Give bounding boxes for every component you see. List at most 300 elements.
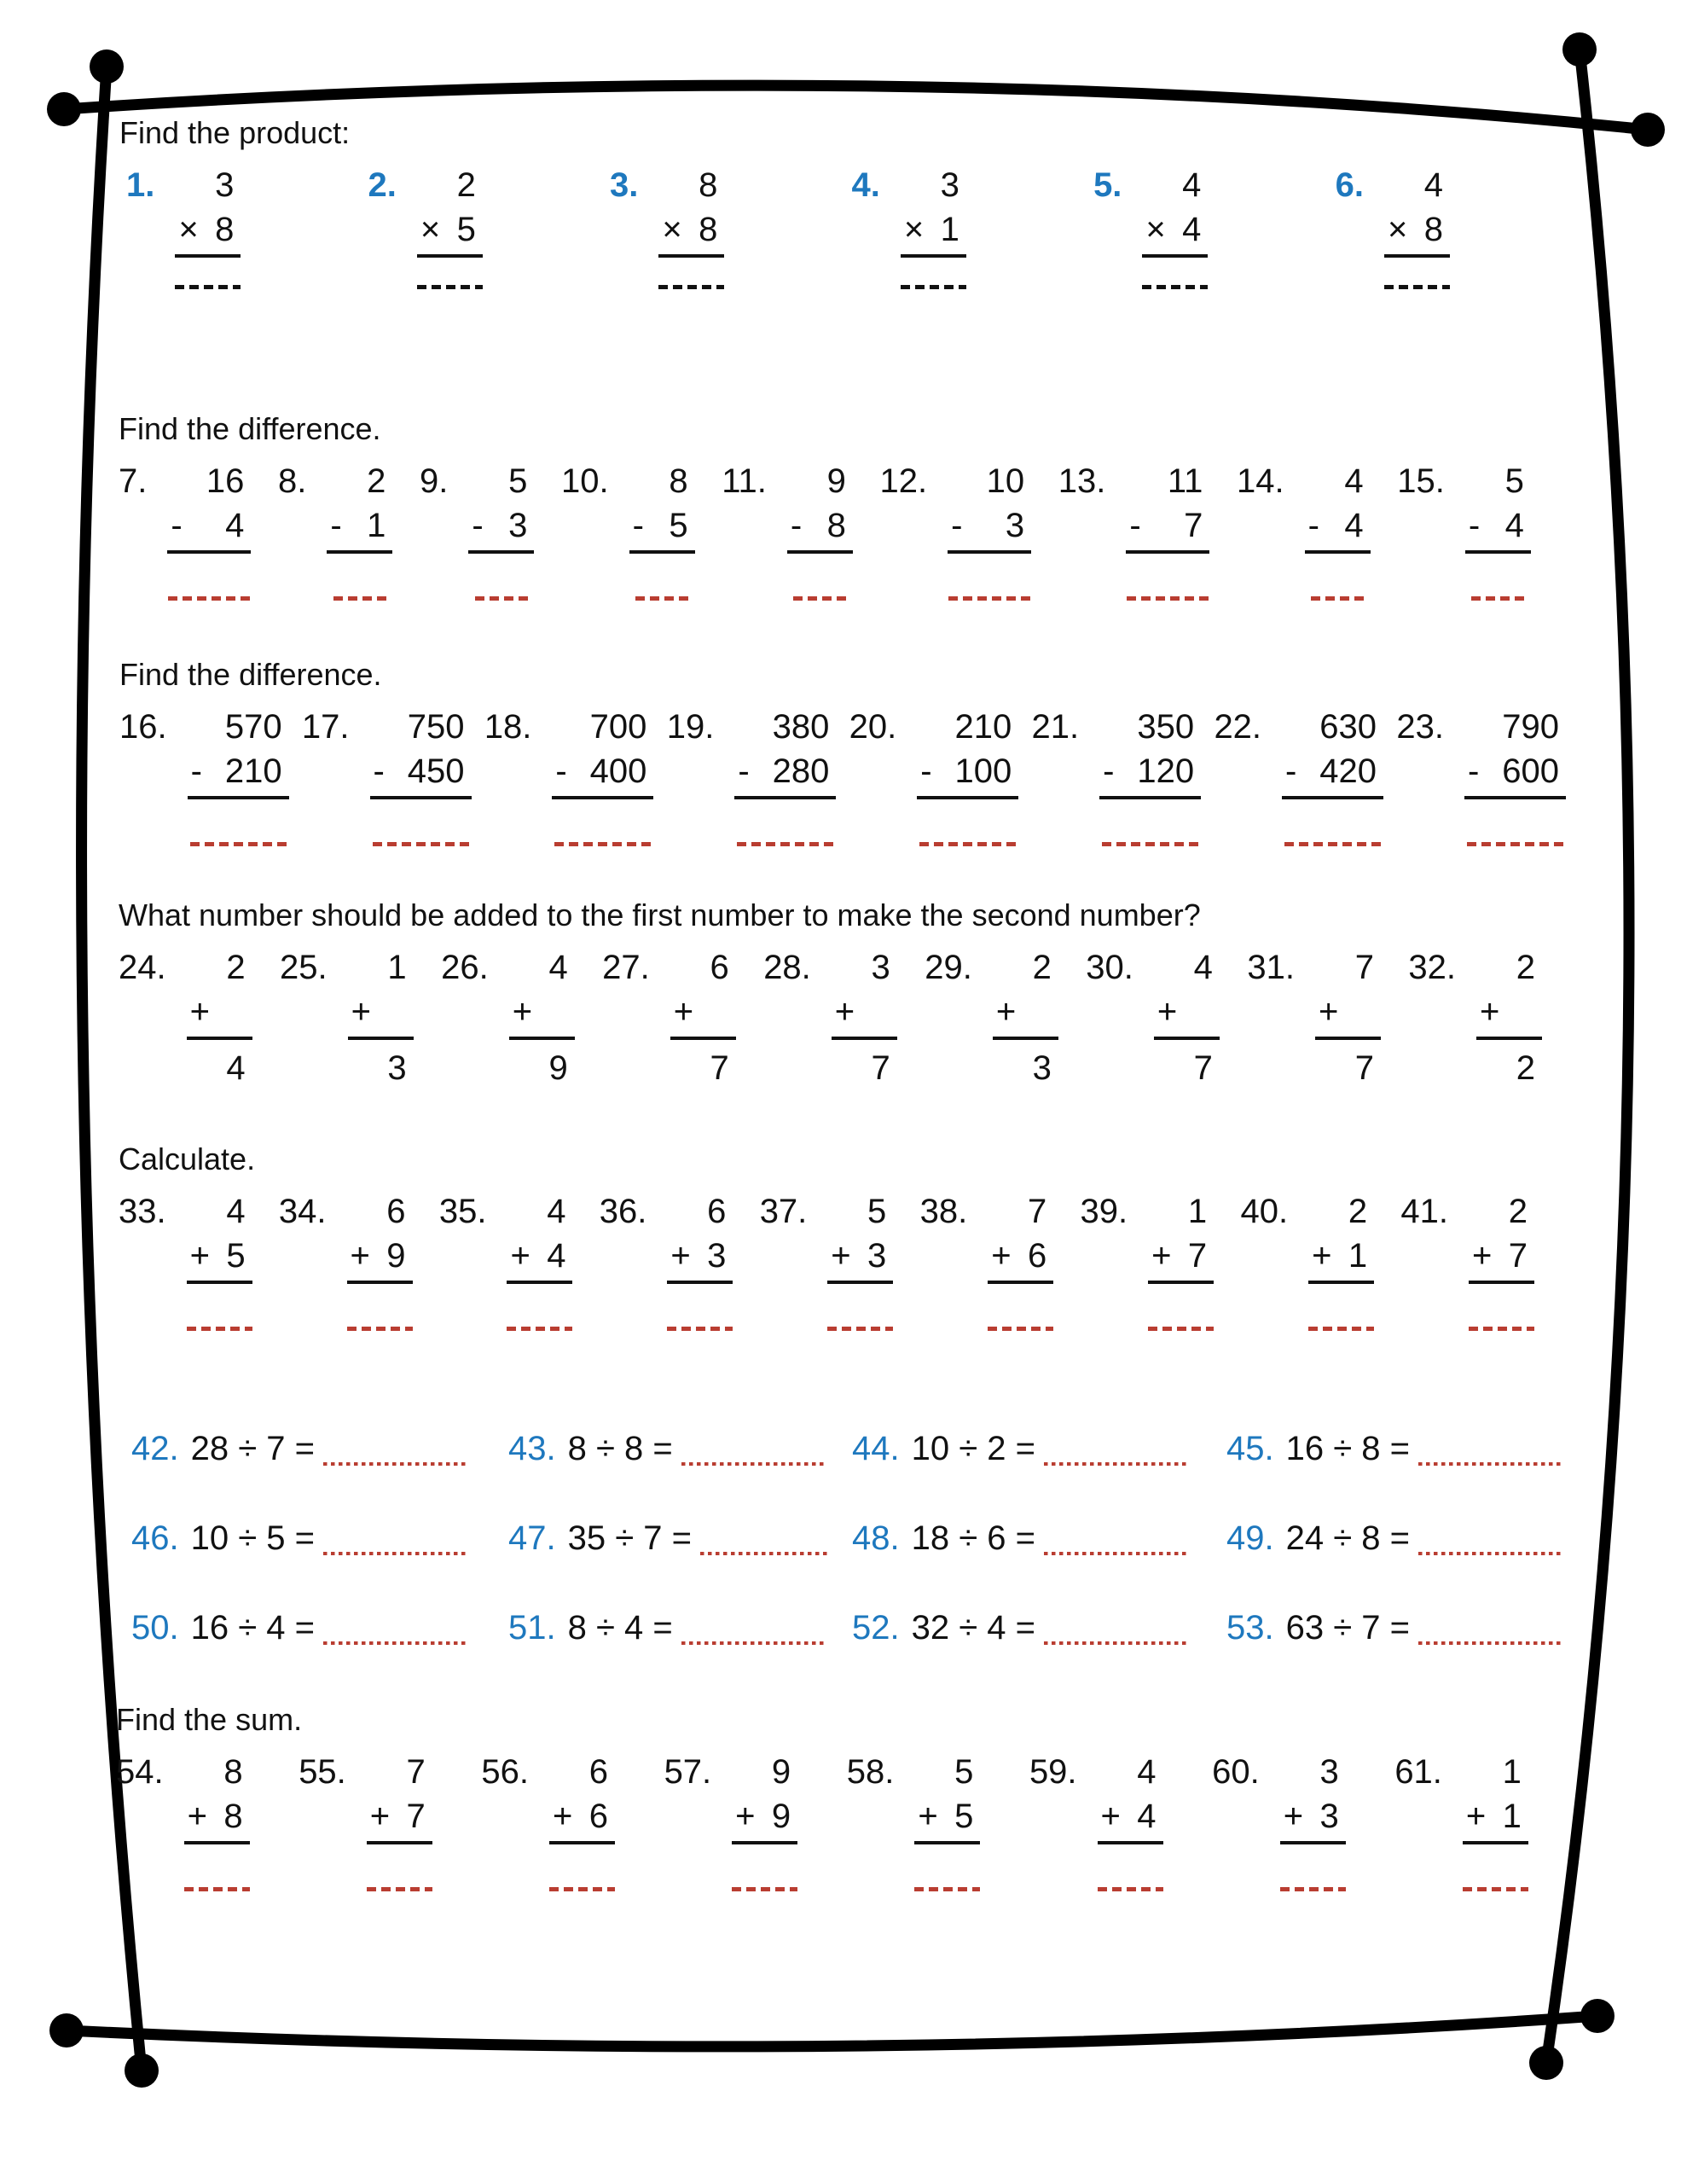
section-title: Find the product: [119,115,351,150]
border-right-line [1546,49,1629,2063]
bottom-operand: 120 [1137,752,1195,790]
answer-line[interactable] [190,842,287,846]
top-operand: 4 [1137,1753,1157,1791]
problem-32 [1408,945,1542,1090]
problem-number: 54. [116,1753,164,1791]
problem-54 [116,1750,250,1891]
answer-line[interactable] [367,1887,432,1891]
operator-row [901,207,966,258]
answer-line[interactable] [175,285,241,289]
top-operand: 4 [1344,462,1364,500]
operator-row [917,749,1018,799]
division-expression: 10 ÷ 2 = [911,1430,1035,1467]
top-operand: 380 [772,708,830,746]
answer-line[interactable] [1102,842,1198,846]
top-operand: 3 [1319,1753,1339,1791]
multiply-sign: × [903,211,925,248]
answer-line[interactable] [1463,1887,1528,1891]
problem-number: 13. [1058,462,1106,500]
top-operand: 1 [387,949,407,986]
answer-line[interactable] [1418,1641,1563,1646]
problem-59 [1029,1750,1163,1891]
bottom-operand: 1 [1348,1237,1368,1275]
operator-row [1098,1794,1163,1844]
bottom-operand: 100 [954,752,1012,790]
answer-line[interactable] [1098,1887,1163,1891]
top-operand: 350 [1137,708,1195,746]
bottom-operand: 600 [1502,752,1559,790]
bottom-operand: 7 [1184,507,1203,544]
operator-row [827,1234,893,1284]
top-operand: 4 [1193,949,1213,986]
bottom-operand: 8 [699,211,718,248]
bottom-operand: 6 [1027,1237,1047,1275]
answer-line[interactable] [475,596,528,601]
operator-row [184,1794,250,1844]
problem-27 [602,945,736,1090]
problem-stack [988,1189,1053,1331]
problem-stack [901,163,966,289]
answer-line[interactable] [1467,842,1563,846]
answer-line[interactable] [1044,1641,1189,1646]
answer-line[interactable] [681,1641,826,1646]
section-title: Find the difference. [119,411,381,446]
minus-sign: - [920,752,932,790]
bottom-operand: 5 [456,211,476,248]
bottom-operand: 6 [588,1798,608,1835]
problem-57 [664,1750,798,1891]
answer-line[interactable] [1044,1552,1189,1556]
target-number: 7 [1354,1049,1374,1087]
answer-line[interactable] [1384,285,1450,289]
problem-stack [827,1189,893,1331]
minus-sign: - [790,507,803,544]
problem-number: 37. [759,1193,808,1230]
operator-row [348,990,414,1040]
problem-stack [367,1750,432,1891]
problem-stack [1098,1750,1163,1891]
problem-20 [849,705,1019,846]
top-operand: 8 [223,1753,243,1791]
problem-stack [914,1750,980,1891]
top-operand: 8 [669,462,688,500]
problem-61 [1394,1750,1528,1891]
problem-7 [119,459,251,601]
border-bottom-line [67,2016,1597,2047]
problem-number: 11. [722,462,767,500]
problem-44 [852,1426,1226,1471]
top-operand: 3 [215,166,235,204]
problem-25 [280,945,414,1090]
operator-row [787,503,853,554]
answer-line[interactable] [658,285,724,289]
problem-stack [667,1189,733,1331]
plus-sign: + [369,1798,391,1835]
top-operand: 2 [1348,1193,1368,1230]
problem-38 [920,1189,1054,1331]
multiply-sign: × [178,211,199,248]
problem-number: 8. [278,462,307,500]
problem-53 [1226,1606,1568,1650]
plus-sign: + [1465,1798,1487,1835]
bottom-operand: 7 [1187,1237,1208,1275]
section-calculate [119,1141,1534,1331]
top-operand: 5 [867,1193,887,1230]
problem-stack [629,459,695,601]
answer-line[interactable] [549,1887,615,1891]
bottom-operand: 210 [224,752,282,790]
answer-line[interactable] [184,1887,250,1891]
answer-line[interactable] [1127,596,1209,601]
operator-row [734,749,836,799]
answer-line[interactable] [1284,842,1381,846]
answer-line[interactable] [737,842,833,846]
operator-row [549,1794,615,1844]
bottom-operand: 5 [226,1237,246,1275]
answer-line[interactable] [1280,1887,1346,1891]
bottom-operand: 3 [1319,1798,1339,1835]
problem-31 [1247,945,1381,1090]
problem-number: 30. [1086,949,1133,986]
answer-line[interactable] [901,285,966,289]
bottom-operand: 9 [386,1237,406,1275]
top-operand: 4 [1182,166,1202,204]
top-operand: 750 [407,708,465,746]
operator-row [167,503,251,554]
problem-stack [1099,705,1201,846]
problem-40 [1240,1189,1374,1331]
bottom-operand: 400 [589,752,647,790]
operator-row [187,1234,252,1284]
top-operand: 7 [1354,949,1374,986]
operator-row [347,1234,413,1284]
problem-stack [509,945,575,1090]
answer-line[interactable] [1418,1462,1563,1467]
problem-number: 36. [599,1193,647,1230]
plus-sign: + [673,993,694,1031]
answer-line[interactable] [554,842,651,846]
plus-sign: + [189,993,210,1031]
answer-line[interactable] [1471,596,1524,601]
problem-43 [508,1426,852,1471]
problem-stack [1469,1189,1534,1331]
problem-number: 20. [849,708,897,746]
problem-stack [732,1750,797,1891]
problem-stack [507,1189,572,1331]
answer-line[interactable] [323,1552,468,1556]
problem-number: 12. [879,462,928,500]
operator-row [988,1234,1053,1284]
problem-number: 50. [131,1609,179,1647]
bottom-operand: 1 [940,211,959,248]
problem-number: 48. [852,1519,900,1557]
minus-sign: - [330,507,342,544]
answer-line[interactable] [507,1327,572,1331]
bottom-operand: 420 [1319,752,1377,790]
answer-line[interactable] [1311,596,1364,601]
problem-number: 55. [299,1753,346,1791]
minus-sign: - [171,507,183,544]
minus-sign: - [1103,752,1115,790]
problem-stack [1142,163,1208,289]
bottom-operand: 9 [771,1798,791,1835]
bottom-operand: 4 [1137,1798,1157,1835]
problem-15 [1397,459,1531,601]
answer-line[interactable] [914,1887,980,1891]
problem-14 [1237,459,1371,601]
problem-number: 23. [1396,708,1444,746]
answer-line[interactable] [323,1462,468,1467]
answer-line[interactable] [667,1327,733,1331]
operator-row [1099,749,1201,799]
section-find-sum [116,1701,1528,1891]
problem-17 [302,705,472,846]
minus-sign: - [1129,507,1141,544]
bottom-operand: 7 [1508,1237,1528,1275]
border-corner-dot [90,49,124,84]
bottom-operand: 1 [1502,1798,1522,1835]
bottom-operand: 3 [707,1237,727,1275]
problem-stack [187,1189,252,1331]
problem-22 [1214,705,1383,846]
problem-number: 4. [851,166,880,204]
problem-stack [175,163,241,289]
problem-number: 32. [1408,949,1456,986]
problem-10 [561,459,695,601]
answer-line[interactable] [1308,1327,1374,1331]
minus-sign: - [1285,752,1297,790]
problem-52 [852,1606,1226,1650]
operator-row [552,749,653,799]
answer-line[interactable] [635,596,688,601]
answer-line[interactable] [700,1552,831,1556]
problem-3 [610,163,724,289]
border-corner-dot [1529,2046,1563,2080]
problem-number: 7. [119,462,148,500]
operator-row [1142,207,1208,258]
answer-line[interactable] [793,596,846,601]
answer-line[interactable] [1418,1552,1563,1556]
problem-55 [299,1750,432,1891]
top-operand: 4 [548,949,568,986]
problem-19 [667,705,837,846]
problem-48 [852,1516,1226,1560]
answer-line[interactable] [373,842,469,846]
section-find-product [119,114,1450,289]
problem-stack [1315,945,1381,1090]
problem-stack [549,1750,615,1891]
problem-number: 53. [1226,1609,1274,1647]
operator-row [948,503,1031,554]
bottom-operand: 450 [407,752,465,790]
problem-42 [131,1426,508,1471]
operator-row [1126,503,1209,554]
problem-number: 40. [1240,1193,1289,1230]
section-title: Find the sum. [116,1702,303,1737]
answer-line[interactable] [732,1887,797,1891]
multiply-sign: × [420,211,441,248]
border-corner-dot [125,2053,159,2088]
top-operand: 2 [1516,949,1535,986]
top-operand: 1 [1187,1193,1208,1230]
answer-line[interactable] [168,596,250,601]
problem-9 [420,459,534,601]
plus-sign: + [834,993,855,1031]
plus-sign: + [918,1798,938,1835]
problem-stack [370,705,472,846]
multiply-sign: × [1145,211,1166,248]
operator-row [732,1794,797,1844]
problem-stack [552,705,653,846]
top-operand: 5 [1504,462,1524,500]
top-operand: 5 [954,1753,974,1791]
problem-number: 17. [301,708,350,746]
problem-number: 2. [368,166,397,204]
problem-number: 59. [1029,1753,1077,1791]
answer-line[interactable] [948,596,1030,601]
problem-49 [1226,1516,1568,1560]
bottom-operand: 4 [1504,507,1524,544]
problem-number: 60. [1212,1753,1260,1791]
top-operand: 2 [1508,1193,1528,1230]
answer-line[interactable] [347,1327,413,1331]
section-division [131,1426,1568,1695]
division-row [131,1606,1568,1650]
operator-row [1280,1794,1346,1844]
problem-28 [763,945,897,1090]
operator-row [670,990,736,1040]
answer-line[interactable] [1148,1327,1214,1331]
problem-stack [187,945,252,1090]
answer-line[interactable] [1142,285,1208,289]
bottom-operand: 3 [867,1237,887,1275]
problem-number: 16. [119,708,167,746]
target-number: 7 [871,1049,890,1087]
operator-row [1315,990,1381,1040]
answer-line[interactable] [187,1327,252,1331]
problem-33 [119,1189,252,1331]
top-operand: 2 [367,462,386,500]
answer-line[interactable] [919,842,1016,846]
problem-stack [468,459,534,601]
minus-sign: - [472,507,484,544]
bottom-operand: 5 [954,1798,974,1835]
answer-line[interactable] [827,1327,893,1331]
answer-line[interactable] [333,596,386,601]
answer-line[interactable] [1044,1462,1189,1467]
operator-row [175,207,241,258]
problem-2 [368,163,483,289]
problem-number: 9. [420,462,449,500]
problem-39 [1081,1189,1215,1331]
problem-stack [188,705,289,846]
operator-row [1476,990,1542,1040]
bottom-operand: 4 [547,1237,566,1275]
target-number: 9 [548,1049,568,1087]
problem-number: 21. [1031,708,1080,746]
problem-number: 52. [852,1609,900,1647]
plus-sign: + [1479,993,1500,1031]
border-corner-dot [47,92,81,126]
problem-number: 43. [508,1430,556,1467]
minus-sign: - [1307,507,1319,544]
problem-stack [1464,705,1566,846]
plus-sign: + [1100,1798,1121,1835]
answer-line[interactable] [323,1641,468,1646]
bottom-operand: 3 [1005,507,1025,544]
operator-row [658,207,724,258]
problem-23 [1396,705,1566,846]
top-operand: 10 [986,462,1025,500]
problem-stack [1308,1189,1374,1331]
problem-24 [119,945,252,1090]
plus-sign: + [1283,1798,1304,1835]
problem-number: 38. [919,1193,968,1230]
division-expression: 16 ÷ 4 = [190,1609,315,1647]
division-expression: 32 ÷ 4 = [911,1609,1035,1647]
operator-row [509,990,575,1040]
problems-row [119,163,1450,289]
target-number: 7 [710,1049,729,1087]
plus-sign: + [1157,993,1178,1031]
problem-number: 39. [1080,1193,1128,1230]
problem-stack [184,1750,250,1891]
answer-line[interactable] [417,285,483,289]
problem-stack [1476,945,1542,1090]
target-number: 2 [1516,1049,1535,1087]
plus-sign: + [512,993,533,1031]
plus-sign: + [670,1237,691,1275]
top-operand: 210 [954,708,1012,746]
top-operand: 6 [710,949,729,986]
problem-stack [348,945,414,1090]
plus-sign: + [351,993,372,1031]
section-title: Find the difference. [119,657,382,692]
problem-number: 18. [484,708,532,746]
top-operand: 3 [940,166,959,204]
top-operand: 630 [1319,708,1377,746]
division-expression: 8 ÷ 4 = [567,1609,673,1647]
plus-sign: + [1318,993,1339,1031]
answer-line[interactable] [988,1327,1053,1331]
answer-line[interactable] [681,1462,826,1467]
problem-stack [948,459,1031,601]
problem-11 [722,459,853,601]
problem-number: 31. [1247,949,1295,986]
problem-26 [441,945,575,1090]
problem-stack [1384,163,1450,289]
division-expression: 63 ÷ 7 = [1285,1609,1410,1647]
minus-sign: - [555,752,567,790]
bottom-operand: 7 [406,1798,426,1835]
problem-35 [439,1189,573,1331]
division-expression: 8 ÷ 8 = [567,1430,673,1467]
operator-row [1464,749,1566,799]
problem-36 [600,1189,733,1331]
top-operand: 9 [826,462,846,500]
operator-row [1384,207,1450,258]
problem-stack [917,705,1018,846]
top-operand: 700 [589,708,647,746]
section-find-difference-2 [119,656,1566,846]
target-number: 3 [1032,1049,1052,1087]
problem-number: 25. [280,949,328,986]
target-number: 3 [387,1049,407,1087]
problem-number: 58. [846,1753,895,1791]
answer-line[interactable] [1469,1327,1534,1331]
problem-4 [852,163,966,289]
minus-sign: - [738,752,750,790]
